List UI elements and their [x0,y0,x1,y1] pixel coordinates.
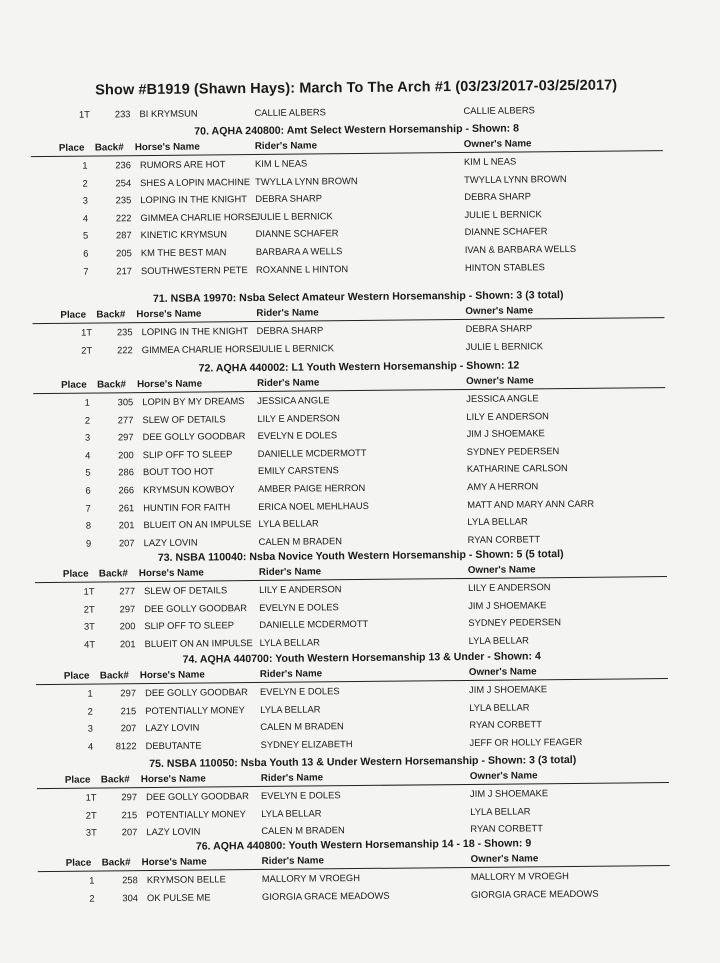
horse-name-cell: SLIP OFF TO SLEEP [144,619,235,632]
class-title: 70. AQHA 240800: Amt Select Western Horsemanship - Shown: 8 [194,122,520,138]
place-cell: 3 [84,431,91,443]
place-cell: 9 [85,537,92,549]
back-number-cell: 215 [120,704,137,716]
back-number-cell: 266 [118,484,135,496]
place-cell: 3 [82,194,88,206]
rider-name-cell: DIANNE SCHAFER [255,227,339,240]
back-number-cell: 217 [116,264,133,276]
horse-name-cell: DEE GOLLY GOODBAR [144,601,248,614]
class-title: 75. NSBA 110050: Nsba Youth 13 & Under Western Horsemanship - Shown: 3 (3 total) [149,753,577,771]
back-number-cell: 304 [122,891,139,903]
place-cell: 4T [84,638,96,650]
place-cell: 6 [85,484,91,496]
back-number-cell: 8122 [115,739,137,752]
horse-name-cell: SLEW OF DETAILS [142,412,226,425]
rider-name-cell: DEBRA SHARP [256,324,324,336]
back-number-cell: 235 [116,326,133,338]
back-number-cell: 277 [117,413,134,425]
owner-name-cell: DEBRA SHARP [465,322,533,334]
owner-name-header: Owner's Name [468,666,537,678]
owner-name-cell: JIM J SHOEMAKE [468,598,547,611]
place-cell: 1T [85,791,97,803]
rider-name-cell: EVELYN E DOLES [257,429,338,442]
place-cell: 1T [83,585,95,597]
rider-name-cell: LILY E ANDERSON [258,583,342,595]
rider-name-header: Rider's Name [257,377,320,389]
horse-name-cell: GIMMEA CHARLIE HORSE [140,210,258,223]
place-cell: 2 [89,892,95,904]
horse-name-cell: DEBUTANTE [145,739,202,751]
horse-name-cell: SLIP OFF TO SLEEP [142,448,233,460]
horse-name-cell: KRYMSUN KOWBOY [143,483,235,496]
place-cell: 5 [85,466,91,479]
owner-name-cell: LYLA BELLAR [469,700,530,713]
back-number-cell: 287 [115,229,132,241]
owner-name-cell: TWYLLA LYNN BROWN [464,172,567,185]
owner-name-cell: SYDNEY PEDERSEN [468,616,562,629]
place-cell: 7 [85,502,91,514]
back-number-header: Back# [99,670,129,682]
back-number-cell: 297 [121,791,138,803]
back-number-cell: 254 [115,176,132,188]
back-number-cell: 200 [118,448,134,461]
horse-name-header: Horse's Name [136,308,202,321]
back-number-cell: 207 [120,722,137,734]
back-number-header: Back# [101,857,131,869]
owner-name-cell: JESSICA ANGLE [466,392,539,404]
horse-name-cell: SOUTHWESTERN PETE [140,263,248,276]
rider-name-header: Rider's Name [256,307,319,319]
owner-name-cell: JEFF OR HOLLY FEAGER [469,735,583,748]
owner-name-cell: IVAN & BARBARA WELLS [464,242,577,255]
horse-name-cell: BLUEIT ON AN IMPULSE [144,636,253,649]
horse-name-cell: BI KRYMSUN [139,107,198,120]
rider-name-cell: DANIELLE MCDERMOTT [259,618,369,631]
horse-name-cell: KINETIC KRYMSUN [140,228,227,241]
owner-name-cell: JULIE L BERNICK [465,339,544,352]
place-header: Place [61,379,87,391]
horse-name-cell: DEE GOLLY GOODBAR [144,686,248,699]
rider-name-cell: EVELYN E DOLES [260,789,341,801]
rider-name-cell: MALLORY M VROEGH [261,872,360,884]
horse-name-cell: HUNTIN FOR FAITH [143,500,231,513]
owner-name-header: Owner's Name [465,305,534,317]
show-title: Show #B1919 (Shawn Hays): March To The Arch #1 (03/23/2017-03/25/2017) [95,77,618,99]
owner-name-header: Owner's Name [466,375,534,387]
place-cell: 4 [87,740,94,752]
back-number-cell: 277 [119,585,136,597]
rider-name-cell: KIM L NEAS [254,157,308,169]
rider-name-header: Rider's Name [261,855,324,867]
rider-name-cell: JESSICA ANGLE [257,394,330,406]
back-number-cell: 201 [119,637,136,650]
rider-name-cell: CALEN M BRADEN [260,720,344,733]
back-number-header: Back# [97,379,127,391]
owner-name-cell: RYAN CORBETT [467,533,541,545]
back-number-header: Back# [98,568,128,580]
back-number-cell: 236 [115,159,132,171]
owner-name-cell: LYLA BELLAR [467,515,528,528]
rider-name-cell: SYDNEY ELIZABETH [260,737,353,750]
rider-name-cell: DEBRA SHARP [255,192,323,205]
owner-name-cell: DIANNE SCHAFER [464,225,548,238]
place-cell: 3T [83,620,95,632]
rider-name-cell: CALEN M BRADEN [258,534,342,547]
owner-name-cell: MALLORY M VROEGH [470,870,569,882]
place-header: Place [62,568,89,580]
rider-name-cell: EVELYN E DOLES [259,600,339,613]
place-cell: 4 [85,449,91,461]
horse-name-cell: BLUEIT ON AN IMPULSE [143,518,252,531]
owner-name-cell: JIM J SHOEMAKE [468,683,548,695]
place-cell: 8 [85,519,92,531]
place-cell: 2 [87,705,93,717]
horse-name-header: Horse's Name [137,378,203,391]
owner-name-cell: JULIE L BERNICK [464,208,542,220]
owner-name-cell: RYAN CORBETT [469,718,542,731]
horse-name-cell: LAZY LOVIN [145,721,200,734]
place-cell: 1 [82,159,88,171]
horse-name-cell: GIMMEA CHARLIE HORSE [141,342,259,355]
back-number-cell: 233 [114,108,131,120]
place-cell: 4 [82,212,89,224]
back-number-cell: 215 [121,808,138,820]
owner-name-header: Owner's Name [463,138,532,150]
owner-name-header: Owner's Name [470,853,539,865]
horse-name-cell: LOPING IN THE KNIGHT [140,193,247,206]
place-cell: 2 [82,177,88,189]
owner-name-cell: HINTON STABLES [464,260,545,273]
horse-name-cell: LOPIN BY MY DREAMS [142,395,245,408]
rider-name-cell: CALLIE ALBERS [254,106,326,118]
back-number-header: Back# [100,774,130,786]
rider-name-cell: LYLA BELLAR [258,517,319,530]
rider-name-cell: TWYLLA LYNN BROWN [255,174,358,187]
owner-name-cell: GIORGIA GRACE MEADOWS [470,887,599,900]
rider-name-cell: AMBER PAIGE HERRON [258,481,366,494]
place-header: Place [60,309,87,321]
place-header: Place [65,857,92,869]
horse-name-cell: BOUT TOO HOT [142,465,214,478]
rider-name-cell: LILY E ANDERSON [257,411,340,424]
owner-name-cell: JIM J SHOEMAKE [466,427,545,440]
rider-name-cell: JULIE L BERNICK [256,341,335,354]
back-number-cell: 200 [119,620,136,632]
back-number-cell: 261 [118,501,135,513]
owner-name-cell: RYAN CORBETT [470,822,543,835]
rider-name-cell: LYLA BELLAR [260,702,321,715]
horse-name-cell: OK PULSE ME [146,891,211,903]
horse-name-header: Horse's Name [138,567,204,580]
rider-name-cell: ROXANNE L HINTON [255,262,349,275]
place-cell: 1T [81,326,93,338]
rider-name-cell: ERICA NOEL MEHLHAUS [258,499,369,512]
owner-name-cell: LYLA BELLAR [468,634,529,646]
owner-name-cell: KIM L NEAS [463,155,517,167]
back-number-cell: 305 [117,396,134,408]
rider-name-cell: JULIE L BERNICK [255,210,333,222]
rider-name-cell: LYLA BELLAR [261,806,322,819]
owner-name-cell: MATT AND MARY ANN CARR [467,497,595,510]
back-number-cell: 205 [116,247,132,259]
place-cell: 1 [84,396,90,408]
horse-name-cell: KRYMSON BELLE [146,873,226,886]
owner-name-cell: LILY E ANDERSON [466,409,549,422]
rider-name-header: Rider's Name [259,668,323,680]
horse-name-header: Horse's Name [139,669,205,682]
horse-name-header: Horse's Name [134,141,200,154]
back-number-cell: 258 [122,874,138,886]
back-number-cell: 222 [115,211,132,224]
class-title: 74. AQHA 440700: Youth Western Horsemanship 13 & Under - Shown: 4 [182,650,541,666]
rider-name-cell: LYLA BELLAR [259,636,320,648]
owner-name-cell: SYDNEY PEDERSEN [466,444,560,457]
place-cell: 2 [84,414,91,426]
owner-name-cell: JIM J SHOEMAKE [469,787,549,799]
place-header: Place [58,142,85,154]
rider-name-cell: CALEN M BRADEN [261,824,345,837]
place-cell: 3 [87,722,94,734]
horse-name-cell: RUMORS ARE HOT [139,158,226,171]
owner-name-cell: AMY A HERRON [467,480,539,492]
back-number-cell: 222 [117,343,133,355]
place-cell: 1 [89,874,95,886]
rider-name-cell: DANIELLE MCDERMOTT [257,446,367,459]
horse-name-cell: SLEW OF DETAILS [143,584,228,597]
back-number-cell: 297 [120,687,137,699]
rider-name-header: Rider's Name [260,772,324,784]
class-title: 73. NSBA 110040: Nsba Novice Youth Western Horsemanship - Shown: 5 (5 total) [157,548,564,564]
rider-name-cell: GIORGIA GRACE MEADOWS [261,889,390,902]
rider-name-cell: EVELYN E DOLES [259,685,340,697]
place-cell: 2T [81,344,93,356]
class-title: 76. AQHA 440800: Youth Western Horsemanship 14 - 18 - Shown: 9 [195,837,532,853]
back-number-header: Back# [94,142,124,154]
back-number-cell: 235 [115,194,132,206]
horse-name-cell: DEE GOLLY GOODBAR [142,430,246,443]
place-cell: 1T [78,108,90,120]
place-header: Place [64,774,91,786]
horse-name-cell: LOPING IN THE KNIGHT [141,325,249,338]
place-cell: 6 [83,247,89,259]
horse-name-cell: LAZY LOVIN [143,536,198,548]
rider-name-cell: EMILY CARSTENS [257,464,339,477]
place-cell: 1 [87,687,93,699]
back-number-cell: 297 [119,602,136,614]
back-number-cell: 297 [117,431,134,443]
class-title: 71. NSBA 19970: Nsba Select Amateur Western Horsemanship - Shown: 3 (3 total) [152,289,564,305]
horse-name-cell: DEE GOLLY GOODBAR [145,790,249,803]
class-title: 72. AQHA 440002: L1 Youth Western Horsemanship - Shown: 12 [198,359,520,375]
owner-name-header: Owner's Name [467,564,536,576]
rider-name-header: Rider's Name [258,566,322,578]
horse-name-cell: LAZY LOVIN [146,825,201,838]
rider-name-header: Rider's Name [254,140,318,152]
owner-name-cell: KATHARINE CARLSON [466,462,568,475]
owner-name-cell: CALLIE ALBERS [463,104,535,116]
horse-name-header: Horse's Name [141,856,207,869]
place-cell: 2T [83,603,95,615]
back-number-cell: 207 [121,826,138,838]
horse-name-cell: POTENTIALLY MONEY [146,807,246,820]
place-cell: 7 [83,265,89,277]
owner-name-cell: DEBRA SHARP [464,190,532,203]
owner-name-header: Owner's Name [469,770,538,782]
place-header: Place [63,670,90,682]
back-number-cell: 201 [118,519,135,531]
horse-name-header: Horse's Name [140,773,206,786]
back-number-header: Back# [96,309,126,321]
place-cell: 2T [85,809,97,821]
place-cell: 5 [82,229,89,242]
owner-name-cell: LYLA BELLAR [470,804,531,817]
horse-name-cell: POTENTIALLY MONEY [145,703,245,716]
place-cell: 3T [85,826,97,838]
back-number-cell: 286 [118,466,134,478]
rider-name-cell: BARBARA A WELLS [255,245,343,257]
owner-name-cell: LILY E ANDERSON [467,581,551,593]
horse-name-cell: KM THE BEST MAN [140,246,227,259]
back-number-cell: 207 [118,536,135,549]
horse-name-cell: SHES A LOPIN MACHINE [140,175,251,188]
